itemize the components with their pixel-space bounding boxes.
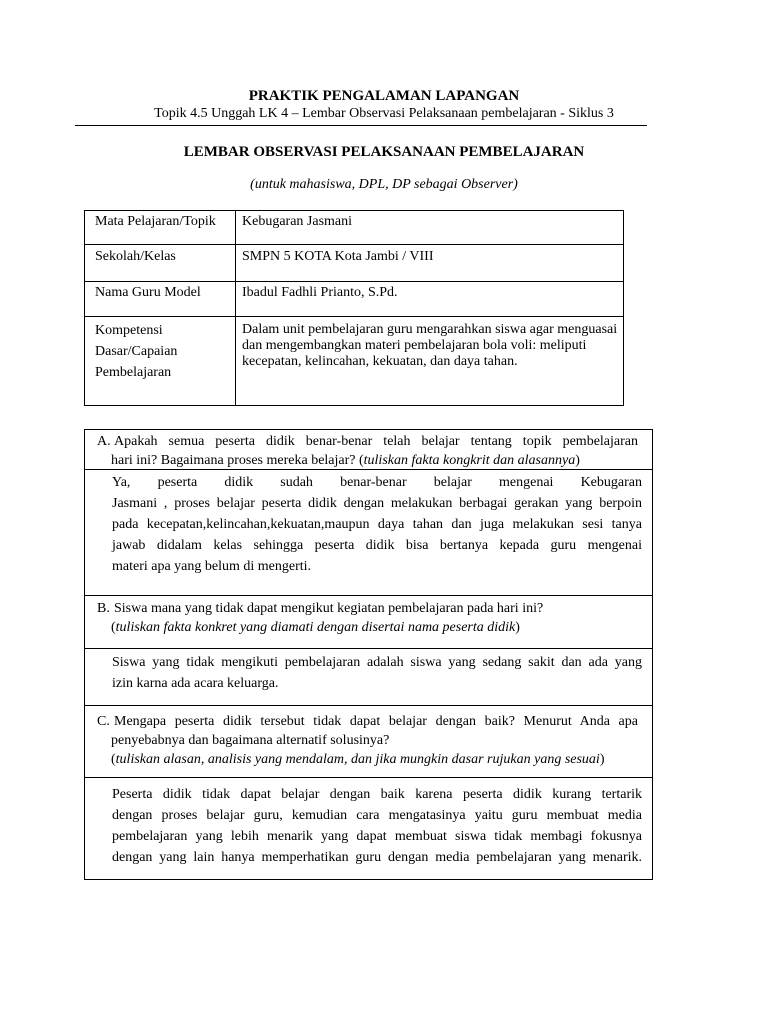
question-a [85, 430, 652, 470]
question-hint: tuliskan alasan, analisis yang mendalam, dan jika mungkin dasar rujukan yang sesuai [115, 752, 600, 767]
question-hint: tuliskan fakta kongkrit dan alasannya [363, 453, 576, 468]
question-text: ) [575, 453, 580, 468]
kompetensi-value [236, 317, 624, 406]
row-label: Sekolah/Kelas [85, 245, 236, 282]
answer-line: Siswa yang tidak mengikuti pembelajaran adalah siswa yang sedang sakit dan ada yang [112, 655, 642, 670]
question-letter: B. [97, 601, 110, 616]
question-letter: A. [97, 434, 111, 449]
answer-line: pada kecepatan,kelincahan,kekuatan,maupun daya tahan dan juga melakukan sesi tanya [112, 517, 642, 532]
table-row [85, 245, 624, 282]
answer-line: Peserta didik tidak dapat belajar dengan baik karena peserta didik kurang tertarik [112, 787, 642, 802]
document-subtitle: (untuk mahasiswa, DPL, DP sebagai Observer) [250, 177, 518, 192]
answer-line: dengan proses belajar guru, kemudian cara mengatasinya yaitu guru membuat media [112, 808, 642, 823]
question-text: ( [111, 620, 116, 635]
header-divider [75, 125, 647, 126]
table-row [85, 282, 624, 317]
question-text: hari ini? Bagaimana proses mereka belajar? ( [111, 453, 364, 468]
question-hint: tuliskan fakta konkret yang diamati dengan disertai nama peserta didik [115, 620, 516, 635]
question-text: Mengapa peserta didik tersebut tidak dapat belajar dengan baik? Menurut Anda apa [114, 714, 638, 729]
answer-line: jawab didalam kelas sehingga peserta didik bisa bertanya kepada guru mengenai [112, 538, 642, 553]
question-text: Siswa mana yang tidak dapat mengikut kegiatan pembelajaran pada hari ini? [114, 601, 544, 616]
kompetensi-value-line: kecepatan, kelincahan, kekuatan, dan daya tahan. [242, 354, 518, 369]
question-text: ) [599, 752, 605, 767]
header-title: PRAKTIK PENGALAMAN LAPANGAN [248, 88, 520, 104]
question-text: ) [515, 620, 520, 635]
question-text: penyebabnya dan bagaimana alternatif solusinya? [111, 733, 390, 748]
answer-line: pembelajaran yang lebih menarik yang dapat membuat siswa tidak membagi fokusnya [112, 829, 642, 844]
answer-line: materi apa yang belum di mengerti. [112, 559, 312, 574]
answer-line: izin karna ada acara keluarga. [112, 676, 279, 691]
kompetensi-value-line: Dalam unit pembelajaran guru mengarahkan siswa agar menguasai [242, 322, 618, 337]
header-subtitle: Topik 4.5 Unggah LK 4 – Lembar Observasi Pelaksanaan pembelajaran - Siklus 3 [154, 106, 614, 121]
document-title: LEMBAR OBSERVASI PELAKSANAAN PEMBELAJARAN [183, 144, 585, 160]
kompetensi-label [85, 317, 236, 406]
kompetensi-label-line: Pembelajaran [95, 365, 172, 380]
row-value: Kebugaran Jasmani [236, 211, 624, 245]
answer-line: Ya, peserta didik sudah benar-benar belajar mengenai Kebugaran [112, 475, 642, 490]
row-value: Ibadul Fadhli Prianto, S.Pd. [236, 282, 624, 317]
question-c [85, 706, 652, 778]
table-row [85, 211, 624, 245]
row-label: Mata Pelajaran/Topik [85, 211, 236, 245]
kompetensi-label-line: Dasar/Capaian [95, 344, 178, 359]
question-text: ( [111, 752, 116, 767]
identity-table [84, 210, 624, 406]
observation-table [84, 429, 653, 880]
answer-line: Jasmani , proses belajar peserta didik dengan melakukan berbagai gerakan yang berpoin [112, 496, 642, 511]
row-value: SMPN 5 KOTA Kota Jambi / VIII [236, 245, 624, 282]
answer-line: dengan yang lain hanya memperhatikan guru dengan media pembelajaran yang menarik. [112, 850, 642, 865]
answer-c [85, 778, 652, 868]
kompetensi-label-line: Kompetensi [95, 323, 163, 338]
question-text: Apakah semua peserta didik benar-benar telah belajar tentang topik pembelajaran [114, 434, 638, 449]
kompetensi-value-line: dan mengembangkan materi pembelajaran bola voli: meliputi [242, 338, 587, 353]
question-b [85, 596, 652, 649]
answer-b [85, 649, 652, 706]
row-label: Nama Guru Model [85, 282, 236, 317]
table-row [85, 317, 624, 406]
answer-a [85, 470, 652, 596]
question-letter: C. [97, 714, 110, 729]
